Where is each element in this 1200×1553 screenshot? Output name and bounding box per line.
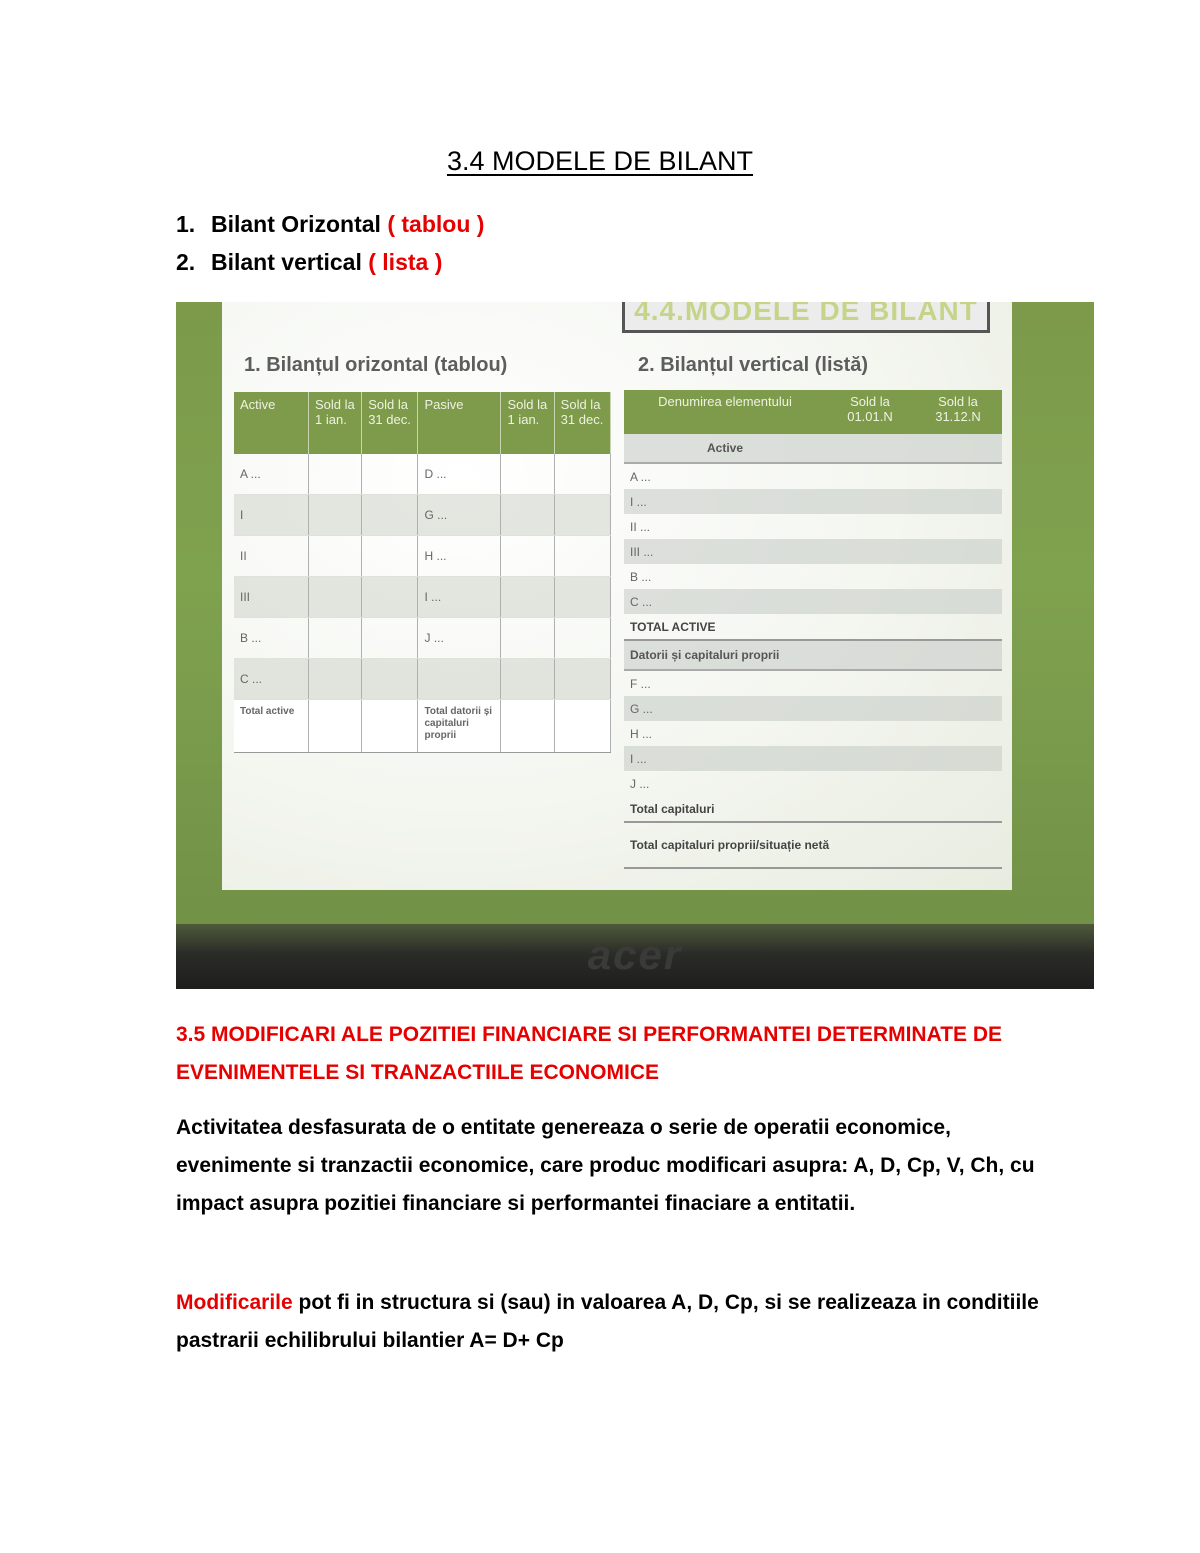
table-cell: B ... (630, 569, 652, 584)
list-number: 2. (176, 249, 196, 275)
total-cell: Total datorii și capitaluri proprii (418, 700, 501, 753)
table-row (624, 539, 1002, 564)
slide-title: 4.4.MODELE DE BILANT (622, 302, 990, 333)
table-row (234, 495, 611, 536)
table-cell: I ... (418, 577, 501, 618)
table-row (624, 721, 1002, 746)
table-cell: B ... (234, 618, 309, 659)
table-row (624, 489, 1002, 514)
column-header: Sold la 31 dec. (554, 392, 610, 454)
vertical-balance-table (624, 390, 1002, 869)
column-header: Sold la 1 ian. (501, 392, 554, 454)
total-row (624, 614, 1002, 640)
table-row (624, 589, 1002, 614)
section-row (624, 640, 1002, 670)
monitor-brand-logo: acer (587, 931, 683, 978)
section-label: Datorii și capitaluri proprii (624, 640, 1002, 670)
table-cell: I ... (624, 746, 1002, 771)
column-header: Active (234, 392, 309, 454)
section-heading: 3.5 MODIFICARI ALE POZITIEI FINANCIARE SI PERFORMANTEI DETERMINATE DE EVENIMENTELE SI TRANZACTIILE ECONOMICE (176, 1023, 1003, 1084)
list-item (176, 208, 484, 246)
table-cell (418, 659, 501, 700)
column-header: Sold la 1 ian. (309, 392, 362, 454)
table-header-row (624, 390, 1002, 434)
table-row (624, 746, 1002, 771)
table-cell: C ... (624, 589, 1002, 614)
total-row (624, 822, 1002, 868)
column-header: Sold la 01.01.N (826, 390, 914, 434)
table-cell: III (234, 577, 309, 618)
total-cell: Total capitaluri (624, 796, 1002, 822)
paragraph-highlight: Modificarile (176, 1291, 293, 1314)
list-text: Bilant Orizontal (211, 211, 381, 237)
table-row (624, 564, 1002, 589)
list-paren: ( tablou ) (387, 211, 485, 237)
table-cell: G ... (418, 495, 501, 536)
column-header: Pasive (418, 392, 501, 454)
table-header-row (234, 392, 611, 454)
table-row (234, 659, 611, 700)
table-cell: F ... (630, 676, 651, 691)
section-row (624, 434, 1002, 463)
list-item (176, 246, 484, 284)
table-cell: II ... (630, 519, 651, 534)
table-row (234, 618, 611, 659)
section-label: Active (624, 434, 826, 463)
table-row (624, 514, 1002, 539)
table-cell: G ... (624, 696, 1002, 721)
table-cell: II (234, 536, 309, 577)
page-title: 3.4 MODELE DE BILANT (446, 146, 754, 176)
table-row (234, 454, 611, 495)
column-header: Denumirea elementului (624, 390, 826, 434)
table-cell: III ... (624, 539, 1002, 564)
table-row (234, 536, 611, 577)
table-row (624, 670, 1002, 696)
horizontal-heading: 1. Bilanțul orizontal (tablou) (244, 354, 508, 376)
total-cell: Total capitaluri proprii/situație netă (624, 822, 1002, 868)
slide-photo (176, 302, 1094, 989)
total-row (624, 796, 1002, 822)
total-cell: TOTAL ACTIVE (624, 614, 1002, 640)
table-row (624, 463, 1002, 489)
table-total-row (234, 700, 611, 753)
list-paren: ( lista ) (368, 249, 443, 275)
horizontal-balance-table (234, 392, 611, 753)
total-cell: Total active (234, 700, 309, 753)
paragraph (176, 1284, 1056, 1360)
column-header: Sold la 31.12.N (914, 390, 1002, 434)
table-cell: J ... (630, 776, 650, 791)
table-row (234, 577, 611, 618)
paragraph: Activitatea desfasurata de o entitate genereaza o serie de operatii economice, evenimente si tranzactii economice, care produc modificari asupra: A, D, Cp, V, Ch, cu impact asupra pozitiei financiare si performantei finaciare a entitatii. (176, 1116, 1035, 1215)
table-cell: H ... (630, 726, 653, 741)
table-cell: I ... (624, 489, 1002, 514)
list-number: 1. (176, 211, 196, 237)
monitor-bezel (176, 924, 1094, 989)
table-row (624, 696, 1002, 721)
table-cell: C ... (234, 659, 309, 700)
table-cell: A ... (630, 469, 651, 484)
table-cell: H ... (418, 536, 501, 577)
table-cell: A ... (234, 454, 309, 495)
model-list (176, 208, 484, 284)
paragraph-text: pot fi in structura si (sau) in valoarea A, D, Cp, si se realizeaza in conditiile pastrarii echilibrului bilantier A= D+ Cp (176, 1291, 1039, 1352)
column-header: Sold la 31 dec. (362, 392, 418, 454)
table-cell: D ... (418, 454, 501, 495)
table-cell: I (234, 495, 309, 536)
monitor-screen (222, 302, 1012, 890)
table-row (624, 771, 1002, 796)
list-text: Bilant vertical (211, 249, 362, 275)
table-cell: J ... (418, 618, 501, 659)
vertical-heading: 2. Bilanțul vertical (listă) (638, 354, 869, 376)
